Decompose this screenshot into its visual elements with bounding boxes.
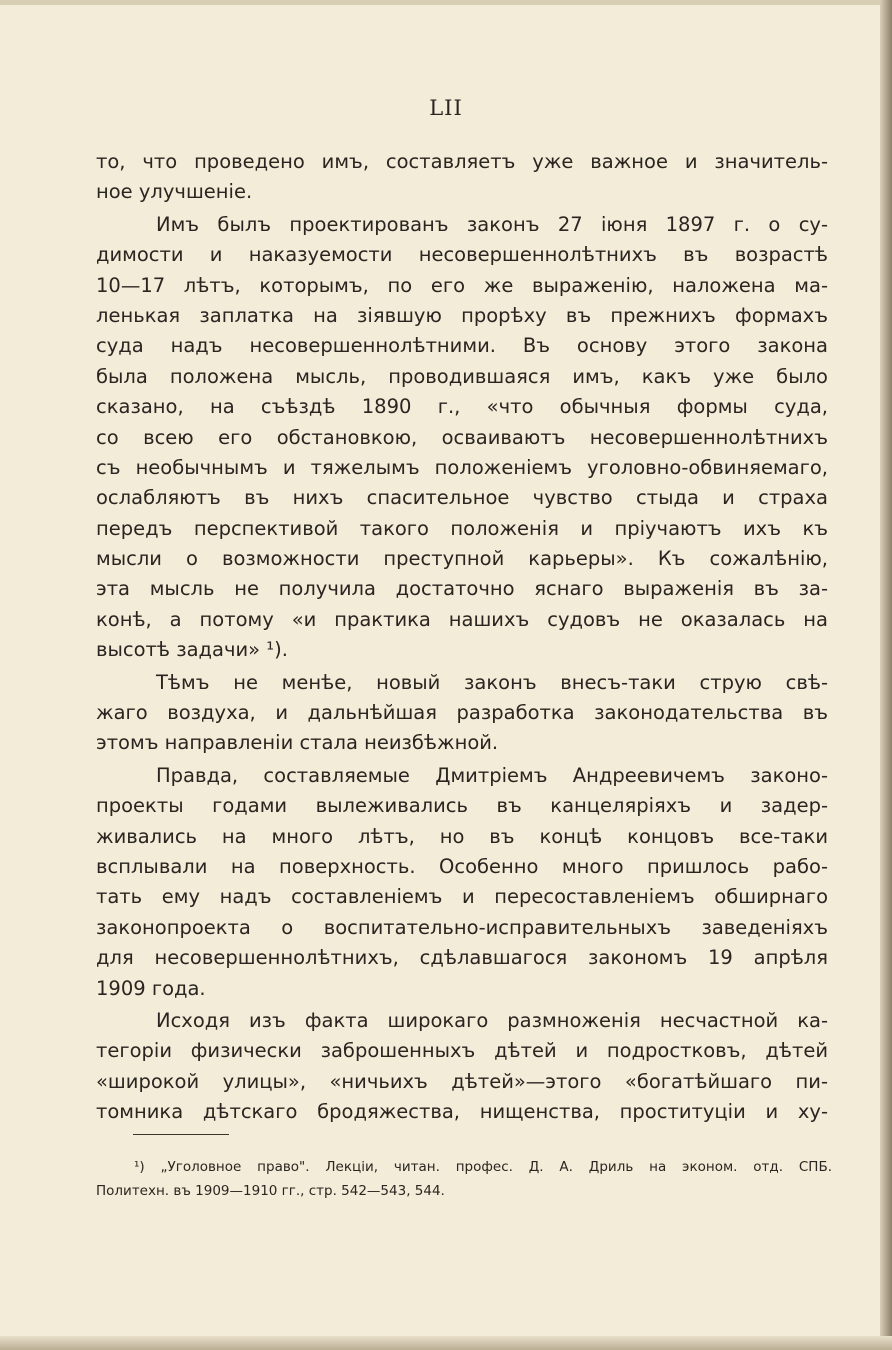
page-number: LII xyxy=(429,96,463,120)
text-line: была положена мысль, проводившаяся имъ, какъ уже было xyxy=(96,364,828,388)
paragraph xyxy=(96,761,828,1004)
text-line: 10—17 лѣтъ, которымъ, по его же выраженію, наложена ма- xyxy=(96,273,828,297)
footnote-line: Политехн. въ 1909—1910 гг., стр. 542—543, 544. xyxy=(96,1183,445,1199)
paragraph xyxy=(96,210,828,666)
text-line: тегоріи физически заброшенныхъ дѣтей и подростковъ, дѣтей xyxy=(96,1039,828,1063)
text-line: этомъ направленіи стала неизбѣжной. xyxy=(96,731,499,755)
text-line: Правда, составляемые Дмитріемъ Андреевичемъ законо- xyxy=(156,763,828,787)
text-line: для несовершеннолѣтнихъ, сдѣлавшагося закономъ 19 апрѣля xyxy=(96,946,828,970)
page-bottom-edge xyxy=(0,1336,892,1350)
text-line: димости и наказуемости несовершеннолѣтнихъ въ возрастѣ xyxy=(96,243,828,267)
text-line: ное улучшеніе. xyxy=(96,180,253,204)
text-line: Тѣмъ не менѣе, новый законъ внесъ-таки струю свѣ- xyxy=(156,670,828,694)
text-line: томника дѣтскаго бродяжества, нищенства, проституціи и ху- xyxy=(96,1100,828,1124)
paragraph xyxy=(96,1006,828,1128)
body-text xyxy=(96,147,828,1128)
text-line: со всею его обстановкою, осваиваютъ несовершеннолѣтнихъ xyxy=(96,425,828,449)
text-line: Имъ былъ проектированъ законъ 27 іюня 1897 г. о су- xyxy=(156,212,828,236)
text-line: законопроекта о воспитательно-исправительныхъ заведеніяхъ xyxy=(96,915,828,939)
text-line: передъ перспективой такого положенія и пріучаютъ ихъ къ xyxy=(96,516,828,540)
paragraph xyxy=(96,668,828,759)
text-line: суда надъ несовершеннолѣтними. Въ основу этого закона xyxy=(96,334,828,358)
text-line: высотѣ задачи» ¹). xyxy=(96,638,288,662)
text-line: жаго воздуха, и дальнѣйшая разработка законодательства въ xyxy=(96,701,828,725)
text-line: ленькая заплатка на зіявшую прорѣху въ прежнихъ формахъ xyxy=(96,303,828,327)
footnote-line: ¹) „Уголовное право". Лекціи, читан. профес. Д. А. Дриль на эконом. отд. СПБ. xyxy=(134,1159,832,1175)
page-top-edge xyxy=(0,0,892,5)
text-line: конѣ, а потому «и практика нашихъ судовъ не оказалась на xyxy=(96,607,828,631)
text-line: Исходя изъ факта широкаго размноженія несчастной ка- xyxy=(156,1008,828,1032)
text-line: сказано, на съѣздѣ 1890 г., «что обычныя формы суда, xyxy=(96,395,828,419)
text-line: проекты годами вылеживались въ канцеляріяхъ и задер- xyxy=(96,794,828,818)
text-line: живались на много лѣтъ, но въ концѣ концовъ все-таки xyxy=(96,824,828,848)
text-line: ослабляютъ въ нихъ спасительное чувство стыда и страха xyxy=(96,486,828,510)
paragraph xyxy=(96,147,828,208)
text-line: съ необычнымъ и тяжелымъ положеніемъ уголовно-обвиняемаго, xyxy=(96,455,828,479)
footnotes xyxy=(96,1133,832,1203)
text-line: тать ему надъ составленіемъ и пересоставленіемъ обширнаго xyxy=(96,885,828,909)
text-line: «широкой улицы», «ничьихъ дѣтей»—этого «богатѣйшаго пи- xyxy=(96,1069,828,1093)
text-line: всплывали на поверхность. Особенно много пришлось рабо- xyxy=(96,854,828,878)
page-right-edge xyxy=(880,0,892,1350)
text-line: то, что проведено имъ, составляетъ уже важное и значитель- xyxy=(96,150,828,173)
text-line: мысли о возможности преступной карьеры». Къ сожалѣнію, xyxy=(96,547,828,571)
text-line: эта мысль не получила достаточно яснаго выраженія въ за- xyxy=(96,577,828,601)
text-line: 1909 года. xyxy=(96,976,206,1000)
